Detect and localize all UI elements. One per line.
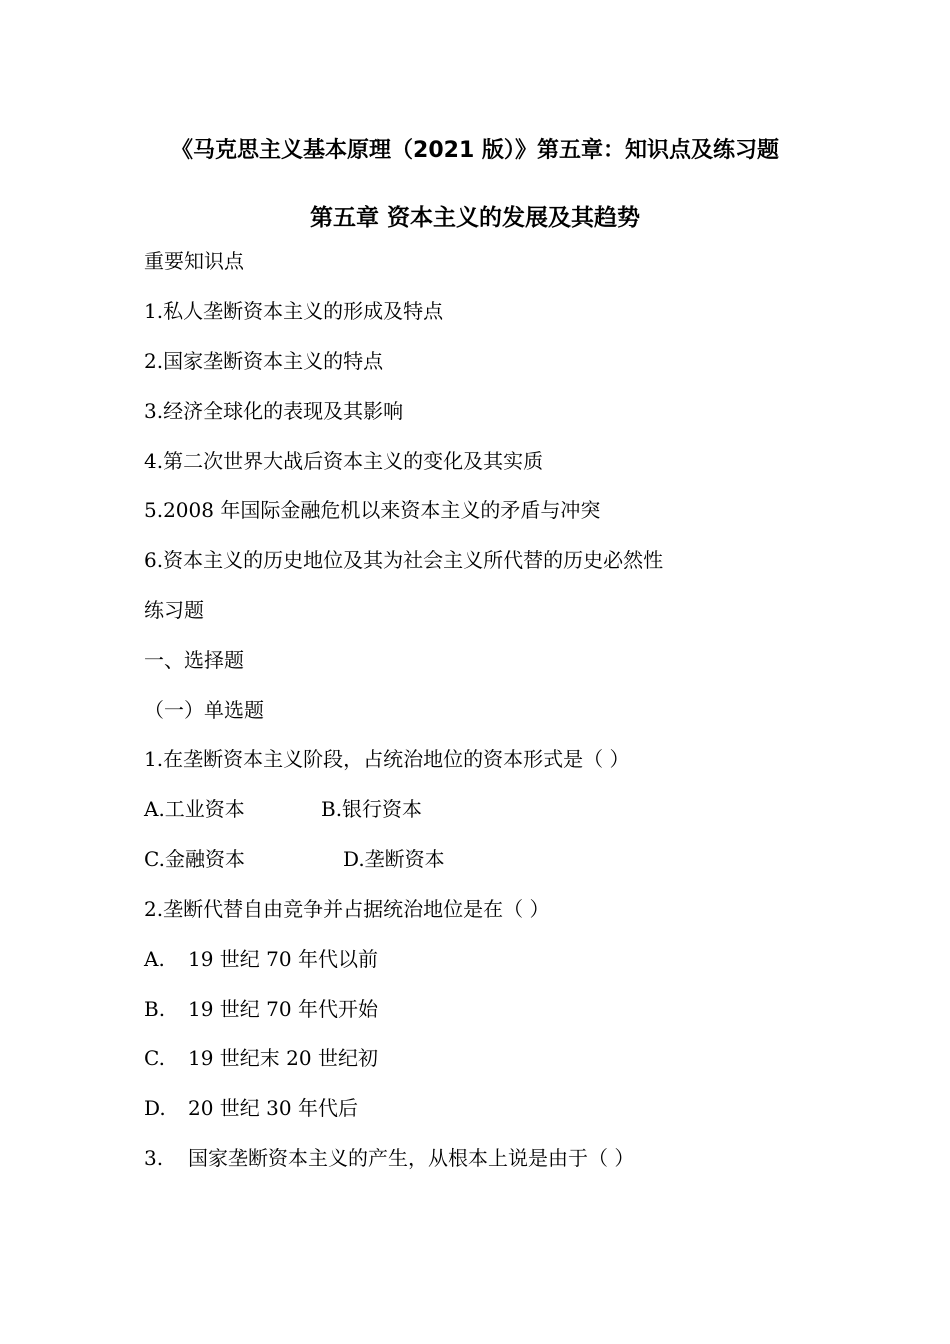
question-stem: 2.垄断代替自由竞争并占据统治地位是在（ ）	[144, 897, 550, 921]
document-title: 《马克思主义基本原理（2021 版）》第五章：知识点及练习题	[171, 138, 779, 163]
exercises-heading: 练习题	[144, 598, 204, 622]
question-number: 3.	[144, 1146, 164, 1170]
question-option	[144, 1045, 378, 1071]
question-text: 国家垄断资本主义的产生，从根本上说是由于（ ）	[188, 1146, 635, 1170]
key-point-item: 4.第二次世界大战后资本主义的变化及其实质	[144, 449, 544, 473]
key-point-item: 2.国家垄断资本主义的特点	[144, 349, 384, 373]
question-stem	[144, 1145, 634, 1171]
question-option: C.金融资本	[144, 847, 245, 871]
question-stem: 1.在垄断资本主义阶段，占统治地位的资本形式是（ ）	[144, 747, 630, 771]
option-letter: B.	[144, 997, 166, 1021]
option-text: 19 世纪 70 年代以前	[188, 947, 378, 971]
chapter-title: 第五章 资本主义的发展及其趋势	[309, 205, 640, 231]
subsection-heading: （一）单选题	[144, 698, 264, 722]
key-point-item: 3.经济全球化的表现及其影响	[144, 399, 404, 423]
option-text: 20 世纪 30 年代后	[188, 1096, 358, 1120]
key-point-item: 5.2008 年国际金融危机以来资本主义的矛盾与冲突	[144, 498, 601, 522]
question-option	[144, 996, 378, 1022]
question-option: A.工业资本	[144, 797, 245, 821]
key-point-item: 6.资本主义的历史地位及其为社会主义所代替的历史必然性	[144, 548, 664, 572]
option-text: 19 世纪 70 年代开始	[188, 997, 378, 1021]
key-points-heading: 重要知识点	[144, 249, 244, 273]
option-text: 19 世纪末 20 世纪初	[188, 1046, 378, 1070]
question-option: D.垄断资本	[343, 847, 445, 871]
key-point-item: 1.私人垄断资本主义的形成及特点	[144, 299, 444, 323]
option-letter: D.	[144, 1096, 166, 1120]
section-heading: 一、选择题	[144, 648, 244, 672]
question-option	[144, 1095, 358, 1121]
option-letter: C.	[144, 1046, 165, 1070]
question-option	[144, 946, 378, 972]
option-letter: A.	[144, 947, 165, 971]
question-option: B.银行资本	[321, 797, 423, 821]
